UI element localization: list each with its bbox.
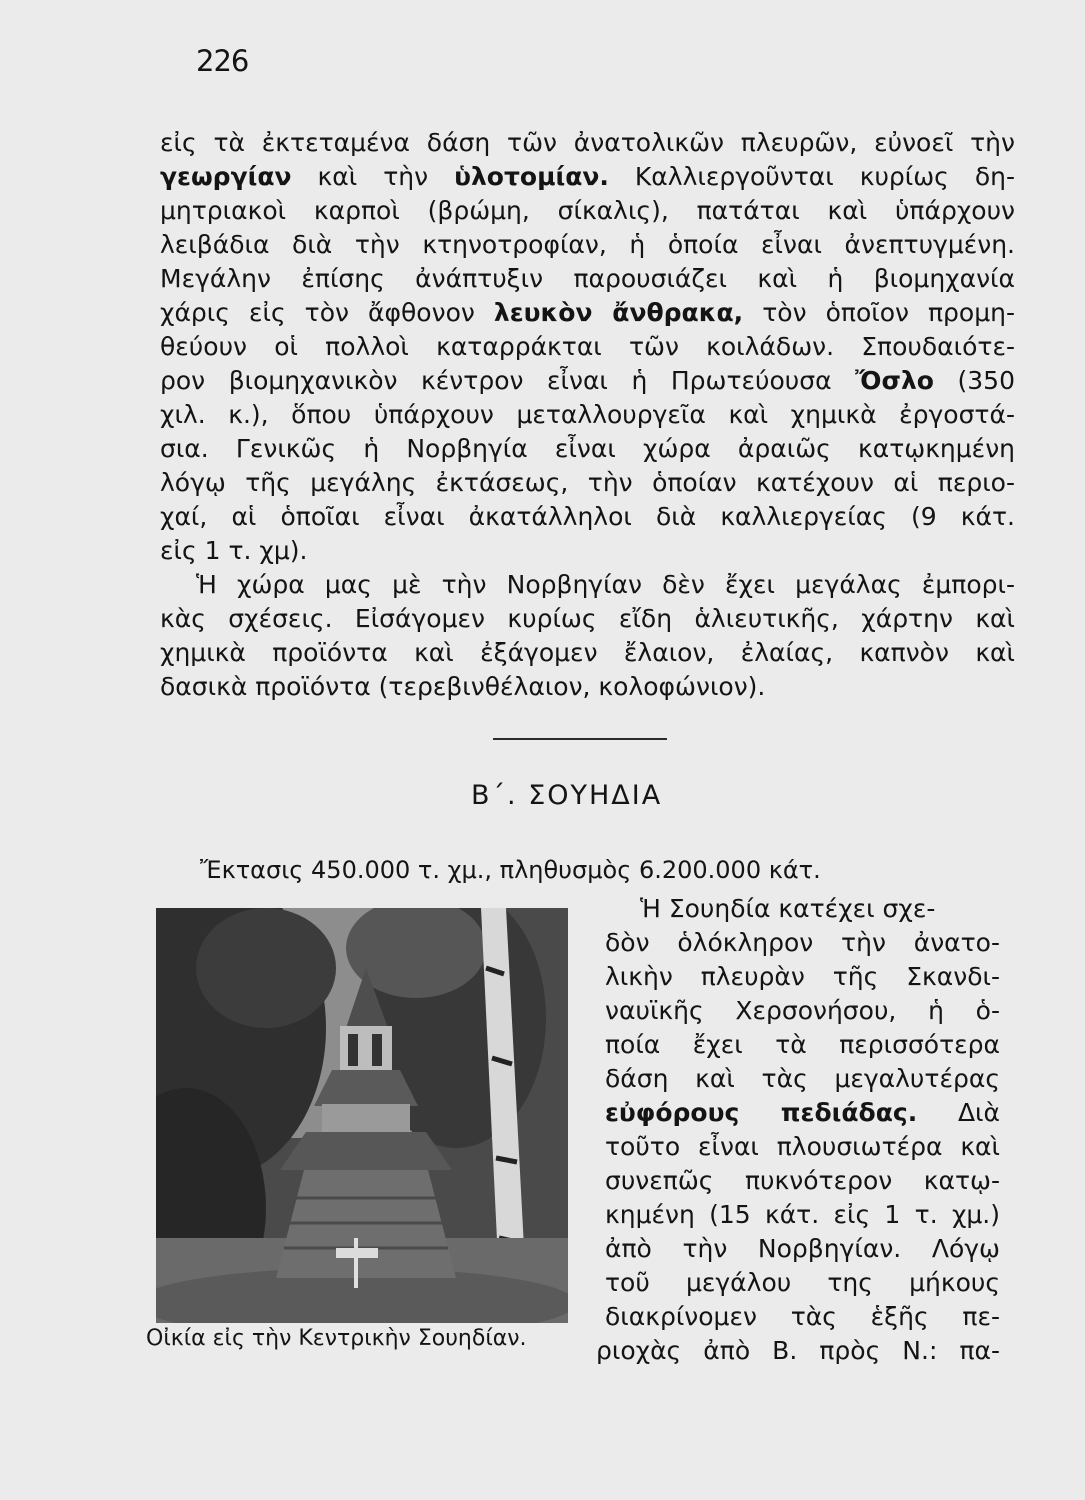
text-line: θεύουν οἱ πολλοὶ καταρράκται τῶν κοιλάδων. Σπουδαιότε-: [160, 332, 1015, 361]
text-line: δασικὰ προϊόντα (τερεβινθέλαιον, κολοφώνιον).: [160, 672, 766, 701]
text-line: δάση καὶ τὰς μεγαλυτέρας: [605, 1064, 1000, 1093]
text-line: ριοχὰς ἀπὸ Β. πρὸς Ν.: πα-: [596, 1336, 1000, 1365]
text-line: Ἡ Σουηδία κατέχει σχε-: [640, 894, 936, 923]
text-line: Μεγάλην ἐπίσης ἀνάπτυξιν παρουσιάζει καὶ ἡ βιομηχανία: [160, 264, 1015, 293]
wooden-bell-tower-photo: [156, 908, 568, 1323]
bold-term: γεωργίαν: [160, 162, 292, 191]
text-line: ρον βιομηχανικὸν κέντρον εἶναι ἡ Πρωτεύουσα Ὄσλο (350: [160, 366, 1015, 395]
text-line: κὰς σχέσεις. Εἰσάγομεν κυρίως εἴδη ἁλιευτικῆς, χάρτην καὶ: [160, 604, 1015, 633]
text-line: εἰς τὰ ἐκτεταμένα δάση τῶν ἀνατολικῶν πλευρῶν, εὐνοεῖ τὴν: [160, 128, 1015, 157]
text-line: λόγῳ τῆς μεγάλης ἐκτάσεως, τὴν ὁποίαν κατέχουν αἱ περιο-: [160, 468, 1015, 497]
section-heading: Β΄. ΣΟΥΗΔΙΑ: [471, 780, 663, 811]
bold-term: εὐφόρους πεδιάδας.: [605, 1098, 918, 1127]
section-divider: [493, 738, 667, 740]
text-line: σια. Γενικῶς ἡ Νορβηγία εἶναι χώρα ἀραιῶς κατῳκημένη: [160, 434, 1015, 463]
text-line: γεωργίαν καὶ τὴν ὑλοτομίαν. Καλλιεργοῦνται κυρίως δη-: [160, 162, 1016, 191]
text-line: τοῦτο εἶναι πλουσιωτέρα καὶ: [605, 1132, 1000, 1161]
text-line: συνεπῶς πυκνότερον κατῳ-: [605, 1166, 1000, 1195]
photo-caption: Οἰκία εἰς τὴν Κεντρικὴν Σουηδίαν.: [146, 1326, 527, 1351]
bold-term: Ὄσλο: [855, 366, 934, 395]
area-population-line: Ἔκτασις 450.000 τ. χμ., πληθυσμὸς 6.200.000 κάτ.: [200, 856, 821, 884]
bold-term: ὑλοτομίαν.: [454, 162, 609, 191]
text-line: εἰς 1 τ. χμ).: [160, 536, 308, 565]
text-line: χάρις εἰς τὸν ἄφθονον λευκὸν ἄνθρακα, τὸν ὁποῖον προμη-: [160, 298, 1015, 327]
text-line: λικὴν πλευρὰν τῆς Σκανδι-: [605, 962, 1000, 991]
text-line: χιλ. κ.), ὅπου ὑπάρχουν μεταλλουργεῖα καὶ χημικὰ ἐργοστά-: [160, 400, 1015, 429]
text-line: Ἡ χώρα μας μὲ τὴν Νορβηγίαν δὲν ἔχει μεγάλας ἐμπορι-: [196, 570, 1015, 599]
text-line: ναυϊκῆς Χερσονήσου, ἡ ὁ-: [605, 996, 1000, 1025]
text-line: δὸν ὁλόκληρον τὴν ἀνατο-: [605, 928, 1000, 957]
text-line: τοῦ μεγάλου της μήκους: [605, 1268, 1000, 1297]
bold-term: λευκὸν ἄνθρακα,: [493, 298, 744, 327]
text-line: διακρίνομεν τὰς ἑξῆς πε-: [605, 1302, 1000, 1331]
text-line: εὐφόρους πεδιάδας. Διὰ: [605, 1098, 1000, 1127]
text-line: λειβάδια διὰ τὴν κτηνοτροφίαν, ἡ ὁποία εἶναι ἀνεπτυγμένη.: [160, 230, 1015, 259]
text-line: μητριακοὶ καρποὶ (βρώμη, σίκαλις), πατάται καὶ ὑπάρχουν: [160, 196, 1015, 225]
text-line: χαί, αἱ ὁποῖαι εἶναι ἀκατάλληλοι διὰ καλλιεργείας (9 κάτ.: [160, 502, 1015, 531]
page-number: 226: [196, 44, 249, 78]
text-line: χημικὰ προϊόντα καὶ ἐξάγομεν ἔλαιον, ἐλαίας, καπνὸν καὶ: [160, 638, 1015, 667]
text-line: ποία ἔχει τὰ περισσότερα: [605, 1030, 1000, 1059]
text-line: κημένη (15 κάτ. εἰς 1 τ. χμ.): [605, 1200, 1000, 1229]
text-line: ἀπὸ τὴν Νορβηγίαν. Λόγῳ: [605, 1234, 1000, 1263]
